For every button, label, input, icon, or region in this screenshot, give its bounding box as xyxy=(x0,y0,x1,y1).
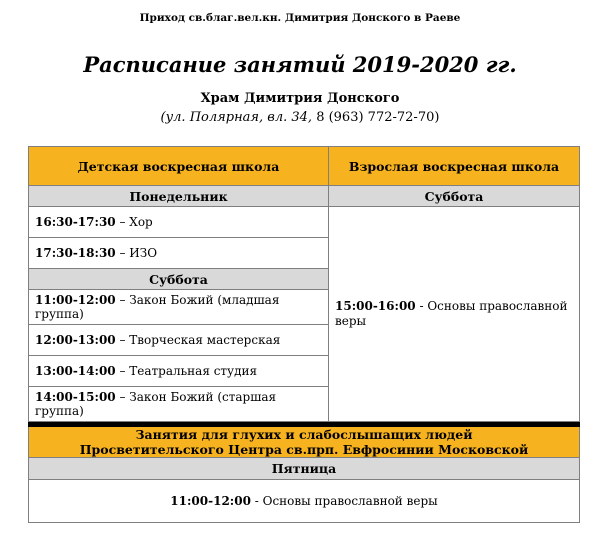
class-time: 11:00-12:00 xyxy=(35,293,116,307)
adult-school-header: Взрослая воскресная школа xyxy=(329,147,580,186)
deaf-program-header xyxy=(29,427,580,458)
children-class-row xyxy=(29,356,329,387)
adult-class-time: 15:00-16:00 xyxy=(335,299,416,313)
adult-class-desc: - Основы православной веры xyxy=(335,299,568,328)
adult-class-cell xyxy=(329,207,580,422)
church-name: Храм Димитрия Донского xyxy=(200,91,400,106)
children-class-row xyxy=(29,387,329,422)
children-class-row xyxy=(29,290,329,325)
children-class-row xyxy=(29,238,329,269)
class-time: 17:30-18:30 xyxy=(35,246,116,260)
deaf-class-row xyxy=(29,480,580,523)
class-desc: – Театральная студия xyxy=(115,364,258,378)
friday-header: Пятница xyxy=(29,458,580,480)
children-class-row xyxy=(29,325,329,356)
class-time: 12:00-13:00 xyxy=(35,333,116,347)
children-school-header: Детская воскресная школа xyxy=(29,147,329,186)
church-address xyxy=(0,110,600,125)
address-phone: 8 (963) 772-72-70) xyxy=(316,110,440,125)
children-saturday-header: Суббота xyxy=(29,269,329,290)
class-desc: – Творческая мастерская xyxy=(115,333,281,347)
schedule-title: Расписание занятий 2019-2020 гг. xyxy=(83,52,517,77)
class-time: 14:00-15:00 xyxy=(35,390,116,404)
deaf-program-line1: Занятия для глухих и слабослышащих людей xyxy=(135,427,473,442)
class-desc: – Хор xyxy=(115,215,153,229)
class-desc: – Закон Божий (старшая группа) xyxy=(35,390,277,418)
class-desc: – Закон Божий (младшая группа) xyxy=(35,293,280,321)
children-monday-header: Понедельник xyxy=(29,186,329,207)
deaf-program-line2: Просветительского Центра св.прп. Евфросинии Московской xyxy=(79,442,529,457)
class-time: 16:30-17:30 xyxy=(35,215,116,229)
parish-name: Приход св.благ.вел.кн. Димитрия Донского в Раеве xyxy=(139,12,461,24)
class-time: 13:00-14:00 xyxy=(35,364,116,378)
class-desc: – ИЗО xyxy=(115,246,158,260)
adult-saturday-header: Суббота xyxy=(329,186,580,207)
children-class-row xyxy=(29,207,329,238)
address-street: (ул. Полярная, вл. 34, xyxy=(160,110,313,125)
deaf-class-desc: - Основы православной веры xyxy=(250,494,438,508)
schedule-table xyxy=(28,146,580,523)
deaf-class-time: 11:00-12:00 xyxy=(170,494,251,508)
